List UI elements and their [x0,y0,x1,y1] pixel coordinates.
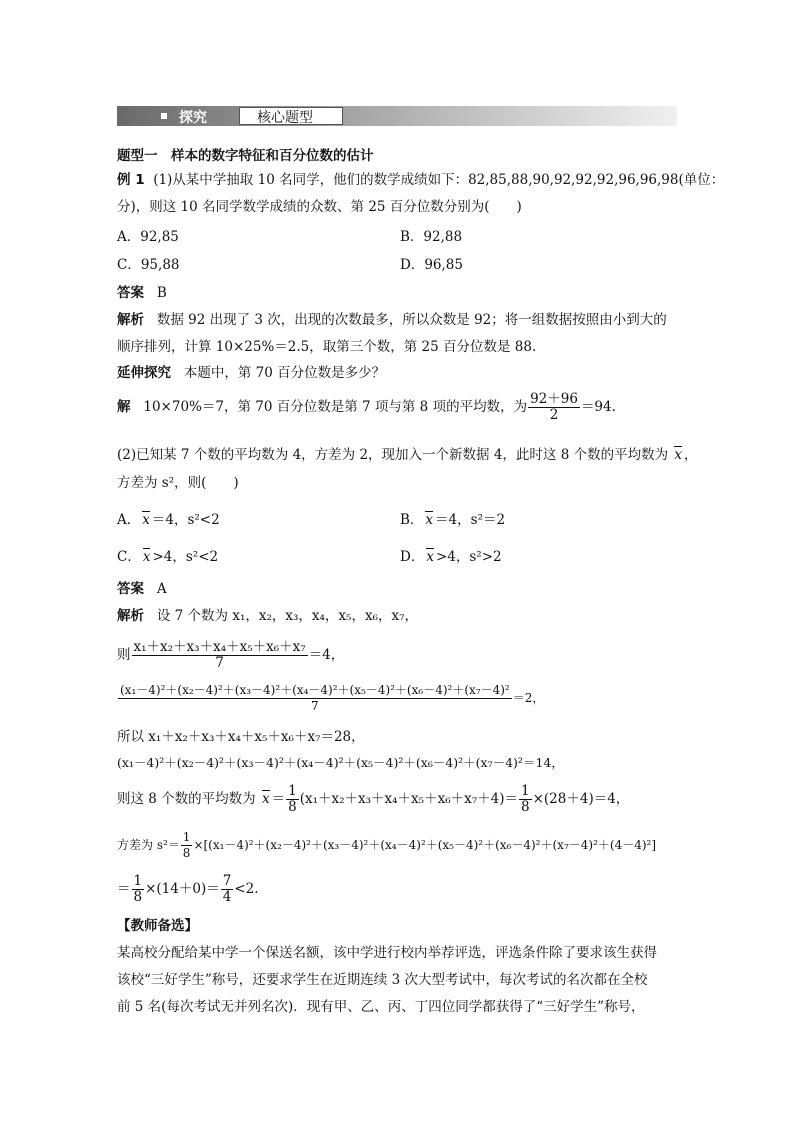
fraction [181,830,193,861]
solve-label: 解 [117,399,131,415]
eq-end: ×[(x₁－4)²＋(x₂－4)²＋(x₃－4)²＋(x₄－4)²＋(x₅－4)²＋(x₆－4)²＋(x₇－4)²＋(4－4)²] [193,838,657,852]
answer-label: 答案 [117,285,144,301]
option2-d [400,548,502,566]
teacher-para-2: 该校“三好学生”称号，还要求学生在近期连续 3 次大型考试中，每次考试的名次都在全校 [117,972,648,988]
equation-3: 所以 x₁＋x₂＋x₃＋x₄＋x₅＋x₆＋x₇＝28， [117,729,365,745]
header-tag: 探究 [179,110,207,126]
option2-a [117,511,220,529]
frac-den: 2 [549,407,559,423]
option-d [400,256,463,274]
section-title: 题型一 样本的数字特征和百分位数的估计 [117,148,374,164]
answer2-line [117,580,167,598]
extend-question: 本题中，第 70 百分位数是多少？ [183,365,386,381]
option-text: 95,88 [140,257,180,273]
fraction [528,392,580,423]
x-bar-symbol: x [261,791,270,807]
eq-sign: ＝ [117,881,131,897]
option-text: 92,85 [140,229,179,245]
question-2-line: (2)已知某 7 个数的平均数为 4，方差为 2，现加入一个新数据 4，此时这 8 个数的平均数为 x ， [117,447,698,463]
option-text: 96,85 [424,257,463,273]
question-text-2: 分)，则这 10 名同学数学成绩的众数、第 25 百分位数分别为( ) [117,199,522,215]
frac-den: 4 [222,889,232,905]
eq-end: <2. [234,881,259,897]
eq-end: ＝2， [512,691,545,705]
option-letter: B． [400,512,424,528]
frac-num: 92＋96 [530,391,578,407]
equation-7 [117,874,259,905]
fraction [221,874,234,905]
teacher-para-3: 前 5 名(每次考试无并列名次)．现有甲、乙、丙、丁四位同学都获得了“三好学生”称号， [117,999,645,1015]
frac-num: 1 [521,783,530,799]
option-letter: D． [400,257,425,273]
equation-4: (x₁－4)²＋(x₂－4)²＋(x₃－4)²＋(x₄－4)²＋(x₅－4)²＋(x₆－4)²＋(x₇－4)²＝14， [117,755,564,770]
fraction [132,874,145,905]
analysis2-line-1 [117,607,418,625]
example-label: 例 1 [117,172,145,188]
option-text: >4，s²>2 [435,549,502,565]
example-line-1 [117,171,724,189]
fraction [118,683,512,714]
option-text: 92,88 [423,229,463,245]
analysis-label: 解析 [117,608,144,624]
square-bullet-icon [161,113,167,119]
option-letter: C． [117,257,141,273]
solve-end: ＝94. [580,399,616,415]
solve-text: 10×70%＝7，第 70 百分位数是第 7 项与第 8 项的平均数，为 [143,399,528,415]
option-c [117,256,180,274]
equation-5 [117,784,629,815]
frac-num: (x₁－4)²＋(x₂－4)²＋(x₃－4)²＋(x₄－4)²＋(x₅－4)²＋(x₆－4)²＋(x₇－4)² [120,683,510,697]
option-text: >4，s²<2 [152,549,219,565]
option-text: ＝4，s²<2 [151,512,220,528]
option-letter: A． [117,512,141,528]
eq-text: 方差为 s²＝ [117,838,180,852]
option-letter: B． [400,229,424,245]
option2-c [117,548,218,566]
analysis-text: 数据 92 出现了 3 次，出现的次数最多，所以众数是 92；将一组数据按照由小到大的 [156,312,667,328]
equation-1 [117,640,344,671]
analysis-line-2: 顺序排列，计算 10×25%＝2.5，取第三个数，第 25 百分位数是 88. [117,339,537,355]
section-header-bar [117,106,677,126]
question-2-line-2: 方差为 s²，则( ) [117,475,239,491]
x-bar-symbol: x [142,549,151,565]
frac-num: 1 [182,830,191,844]
extend-label: 延伸探究 [117,365,171,381]
solve-line [117,392,616,423]
frac-num: 1 [288,783,297,799]
eq-text: (x₁＋x₂＋x₃＋x₄＋x₅＋x₆＋x₇＋4)＝ [299,791,518,807]
frac-num: 1 [133,873,143,889]
analysis-label: 解析 [117,312,144,328]
option-b [400,228,462,246]
frac-den: 7 [311,699,319,713]
answer-label: 答案 [117,581,144,597]
option-letter: A． [117,229,141,245]
x-bar-symbol: x [674,447,683,463]
eq-text: 则这 8 个数的平均数为 [117,791,256,807]
analysis-line-1 [117,311,667,329]
question-text: (1)从某中学抽取 10 名同学，他们的数学成绩如下：82,85,88,90,92,92,92,96,96,98(单位： [153,172,725,188]
option-text: ＝4，s²＝2 [435,512,506,528]
frac-den: 8 [521,799,530,815]
fraction [132,640,308,671]
fraction [519,784,532,815]
x-bar-symbol: x [426,549,434,565]
header-title: 核心题型 [257,110,313,126]
frac-num: 7 [222,873,232,889]
question-2-text: (2)已知某 7 个数的平均数为 4，方差为 2，现加入一个新数据 4，此时这 8 个数的平均数为 [117,447,669,463]
eq-end: ×(28＋4)＝4， [532,791,630,807]
extend-line [117,364,385,382]
option-letter: D． [400,549,425,565]
frac-den: 8 [133,889,143,905]
equation-6 [117,830,656,861]
option-letter: C． [117,549,141,565]
teacher-para-1: 某高校分配给某中学一个保送名额，该中学进行校内举荐评选，评选条件除了要求该生获得 [117,945,657,961]
eq-end: ＝4， [308,647,345,663]
frac-den: 7 [215,655,224,671]
teacher-label: 【教师备选】 [117,918,198,934]
option-a [117,228,179,246]
analysis-text: 设 7 个数为 x₁，x₂，x₃，x₄，x₅，x₆，x₇， [156,608,419,624]
answer-value: B [156,285,167,301]
option2-b [400,511,505,529]
answer-value: A [156,581,167,597]
eq-sign: ＝ [271,791,286,807]
frac-den: 8 [182,846,191,860]
x-bar-symbol: x [142,512,150,528]
x-bar-symbol: x [425,512,434,528]
frac-num: x₁＋x₂＋x₃＋x₄＋x₅＋x₆＋x₇ [133,639,306,655]
frac-den: 8 [288,799,297,815]
answer-line [117,284,167,302]
then-text: 则 [117,647,131,663]
eq-text: ×(14＋0)＝ [145,881,220,897]
fraction [286,784,299,815]
equation-2 [117,683,544,714]
